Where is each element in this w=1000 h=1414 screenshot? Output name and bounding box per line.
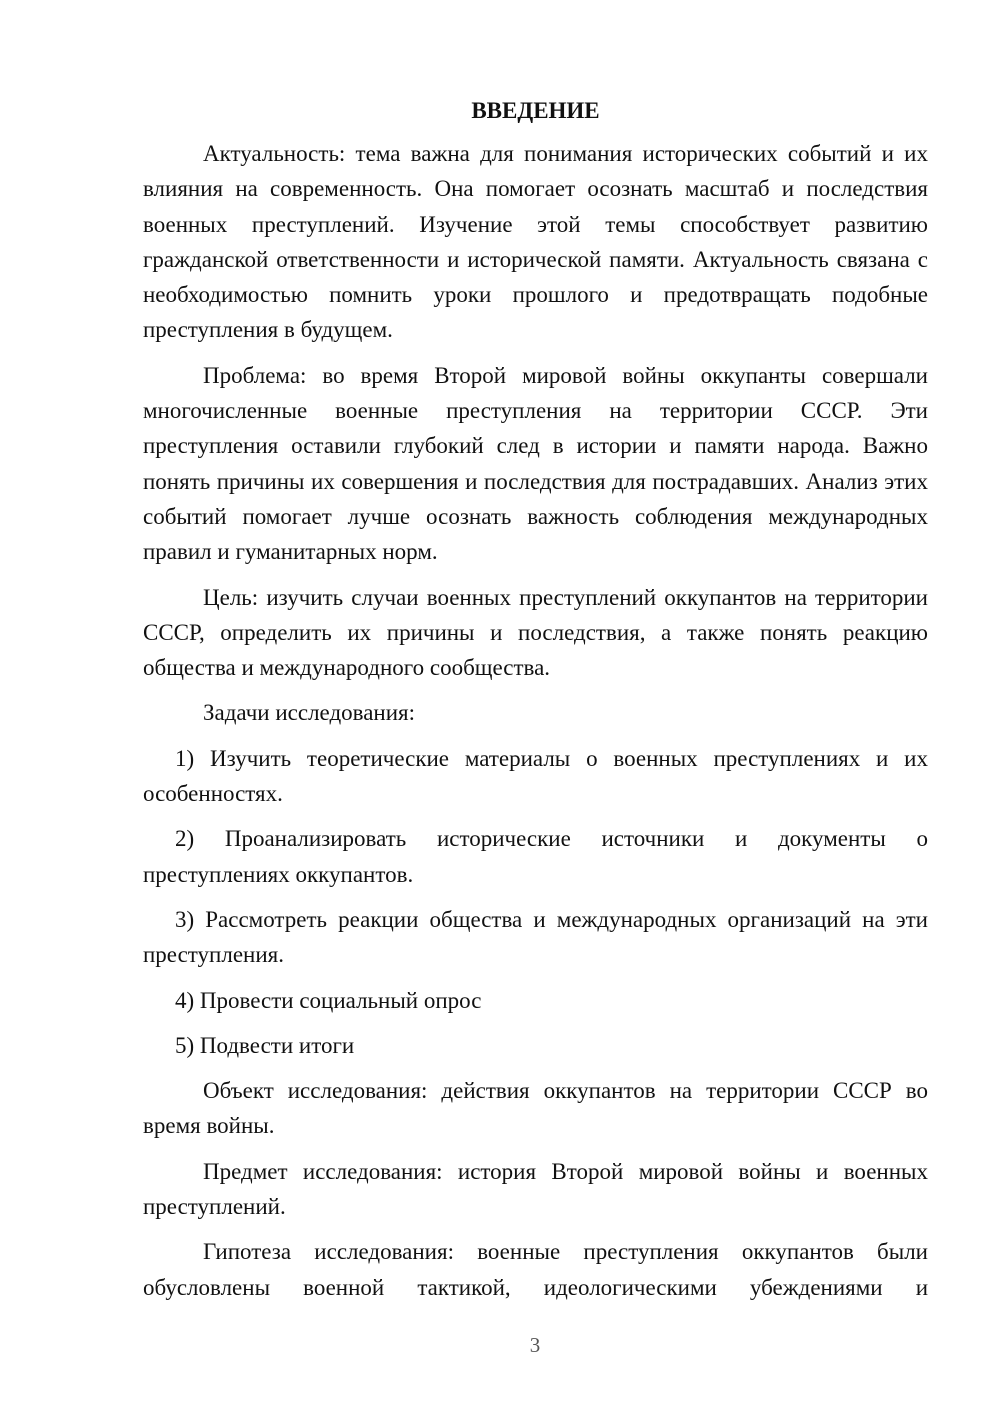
task-item-3: 3) Рассмотреть реакции общества и международных организаций на эти преступления. <box>143 906 928 968</box>
relevance-paragraph: Актуальность: тема важна для понимания исторических событий и их влияния на современность. Она помогает осознать масштаб и последствия военных преступлений. Изучение этой темы способствует развитию гражданской ответственности и исторической памяти. Актуальность связана с необходимостью помнить уроки прошлого и предотвращать подобные преступления в будущем. <box>143 141 928 343</box>
task-item-2: 2) Проанализировать исторические источники и документы о преступлениях оккупантов. <box>143 826 928 887</box>
page-heading: ВВЕДЕНИЕ <box>471 98 600 123</box>
tasks-heading: Задачи исследования: <box>203 700 416 726</box>
task-item-1: 1) Изучить теоретические материалы о военных преступлениях и их особенностях. <box>143 745 928 807</box>
problem-paragraph: Проблема: во время Второй мировой войны оккупанты совершали многочисленные военные преступления на территории СССР. Эти преступления оставили глубокий след в истории и памяти народа. Важно понять причины их совершения и последствия для пострадавших. Анализ этих событий помогает лучше осознать важность соблюдения международных правил и гуманитарных норм. <box>143 362 928 565</box>
goal-paragraph: Цель: изучить случаи военных преступлений оккупантов на территории СССР, определить их причины и последствия, а также понять реакцию общества и международного сообщества. <box>143 584 928 681</box>
object-paragraph: Объект исследования: действия оккупантов на территории СССР во время войны. <box>143 1078 928 1139</box>
task-item-4: 4) Провести социальный опрос <box>175 987 482 1013</box>
hypothesis-paragraph: Гипотеза исследования: военные преступления оккупантов были обусловлены военной тактикой, идеологическими убеждениями и <box>143 1239 928 1300</box>
subject-paragraph: Предмет исследования: история Второй мировой войны и военных преступлений. <box>143 1158 928 1220</box>
page-number: 3 <box>529 1333 541 1357</box>
task-item-5: 5) Подвести итоги <box>175 1032 355 1058</box>
page-content <box>143 96 928 1315</box>
